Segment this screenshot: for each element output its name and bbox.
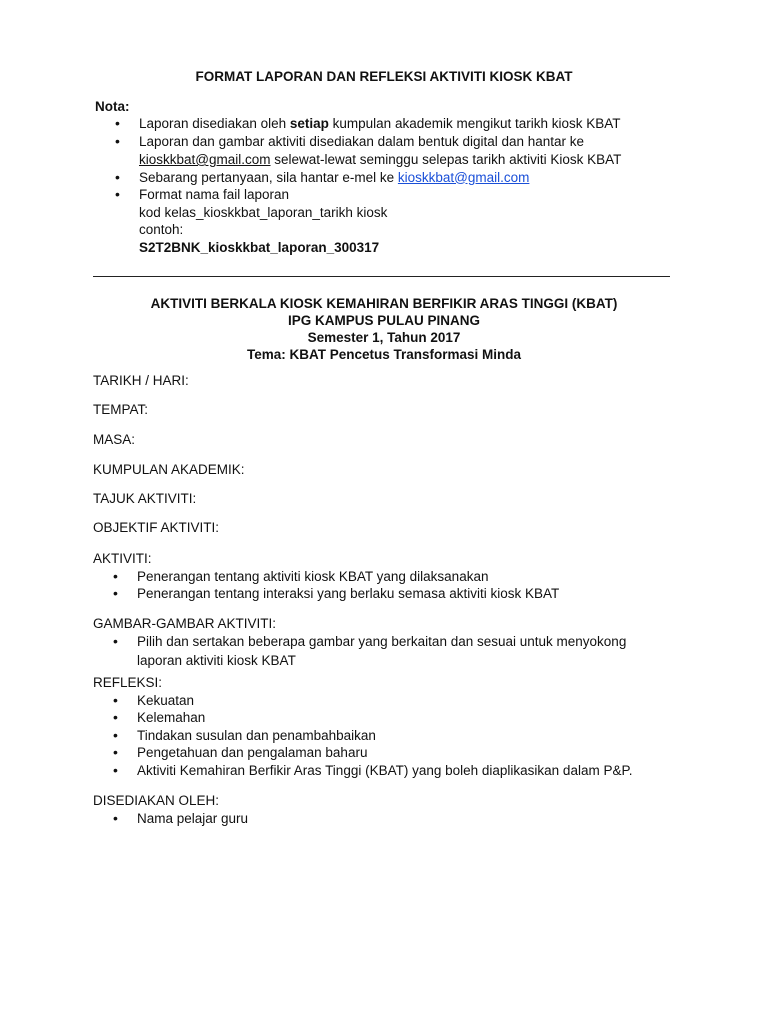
heading-line: AKTIVITI BERKALA KIOSK KEMAHIRAN BERFIKIR ARAS TINGGI (KBAT) <box>150 296 618 311</box>
filename-example: S2T2BNK_kioskkbat_laporan_300317 <box>139 239 380 255</box>
heading-line: IPG KAMPUS PULAU PINANG <box>287 313 480 328</box>
list-item: • Penerangan tentang aktiviti kiosk KBAT yang dilaksanakan <box>93 568 713 586</box>
list-item: • Nama pelajar guru <box>93 810 713 828</box>
nota-item-text: Laporan disediakan oleh <box>139 116 290 131</box>
nota-label: Nota: <box>95 99 130 114</box>
list-item-text: laporan aktiviti kiosk KBAT <box>137 653 296 668</box>
field-tajuk: TAJUK AKTIVITI: <box>93 491 197 506</box>
document-title: FORMAT LAPORAN DAN REFLEKSI AKTIVITI KIOSK KBAT <box>195 69 573 84</box>
field-kumpulan: KUMPULAN AKADEMIK: <box>93 462 245 477</box>
heading-line: Tema: KBAT Pencetus Transformasi Minda <box>246 347 522 362</box>
section-label: DISEDIAKAN OLEH: <box>93 793 220 808</box>
section-label: REFLEKSI: <box>93 675 163 690</box>
disediakan-list <box>93 810 713 828</box>
field-tempat: TEMPAT: <box>93 402 149 417</box>
email-text: kioskkbat@gmail.com <box>139 152 271 167</box>
list-item: • Kekuatan <box>93 692 713 710</box>
nota-list <box>95 115 695 256</box>
nota-item <box>95 133 695 169</box>
nota-item-text: Sebarang pertanyaan, sila hantar e-mel ke <box>139 169 398 185</box>
field-masa: MASA: <box>93 432 136 447</box>
nota-item-text: • Laporan dan gambar aktiviti disediakan dalam bentuk digital dan hantar ke <box>139 133 585 149</box>
nota-item-text: contoh: <box>139 222 184 237</box>
field-objektif: OBJEKTIF AKTIVITI: <box>93 520 220 535</box>
nota-item-text: kumpulan akademik mengikut tarikh kiosk KBAT <box>328 116 621 131</box>
nota-item-text: selewat-lewat seminggu selepas tarikh aktiviti Kiosk KBAT <box>270 152 622 167</box>
list-item: • Tindakan susulan dan penambahbaikan <box>93 727 713 745</box>
field-tarikh: TARIKH / HARI: <box>93 373 189 388</box>
list-item: • Penerangan tentang interaksi yang berlaku semasa aktiviti kiosk KBAT <box>93 585 713 603</box>
list-item: • Kelemahan <box>93 709 713 727</box>
section-refleksi <box>93 674 713 779</box>
section-label: GAMBAR-GAMBAR AKTIVITI: <box>93 616 277 631</box>
list-item-text: • Pilih dan sertakan beberapa gambar yang berkaitan dan sesuai untuk menyokong <box>137 633 627 649</box>
nota-item-text: kod kelas_kioskkbat_laporan_tarikh kiosk <box>139 204 388 220</box>
section-disediakan <box>93 792 713 827</box>
divider <box>93 276 670 277</box>
list-item <box>93 633 713 670</box>
section-label: AKTIVITI: <box>93 551 152 566</box>
list-item: • Aktiviti Kemahiran Berfikir Aras Tinggi (KBAT) yang boleh diaplikasikan dalam P&P. <box>93 762 713 780</box>
gambar-list <box>93 633 713 670</box>
nota-item <box>95 186 695 256</box>
aktiviti-list <box>93 568 713 603</box>
email-link[interactable]: kioskkbat@gmail.com <box>397 169 530 185</box>
nota-item <box>95 115 695 133</box>
nota-item <box>95 169 695 187</box>
activity-heading <box>0 295 768 363</box>
section-gambar <box>93 615 713 670</box>
nota-item-bold: setiap <box>289 116 329 131</box>
list-item: • Pengetahuan dan pengalaman baharu <box>93 744 713 762</box>
section-aktiviti <box>93 550 713 603</box>
heading-line: Semester 1, Tahun 2017 <box>307 330 461 345</box>
nota-item-text: • Format nama fail laporan <box>139 187 290 202</box>
refleksi-list <box>93 692 713 780</box>
